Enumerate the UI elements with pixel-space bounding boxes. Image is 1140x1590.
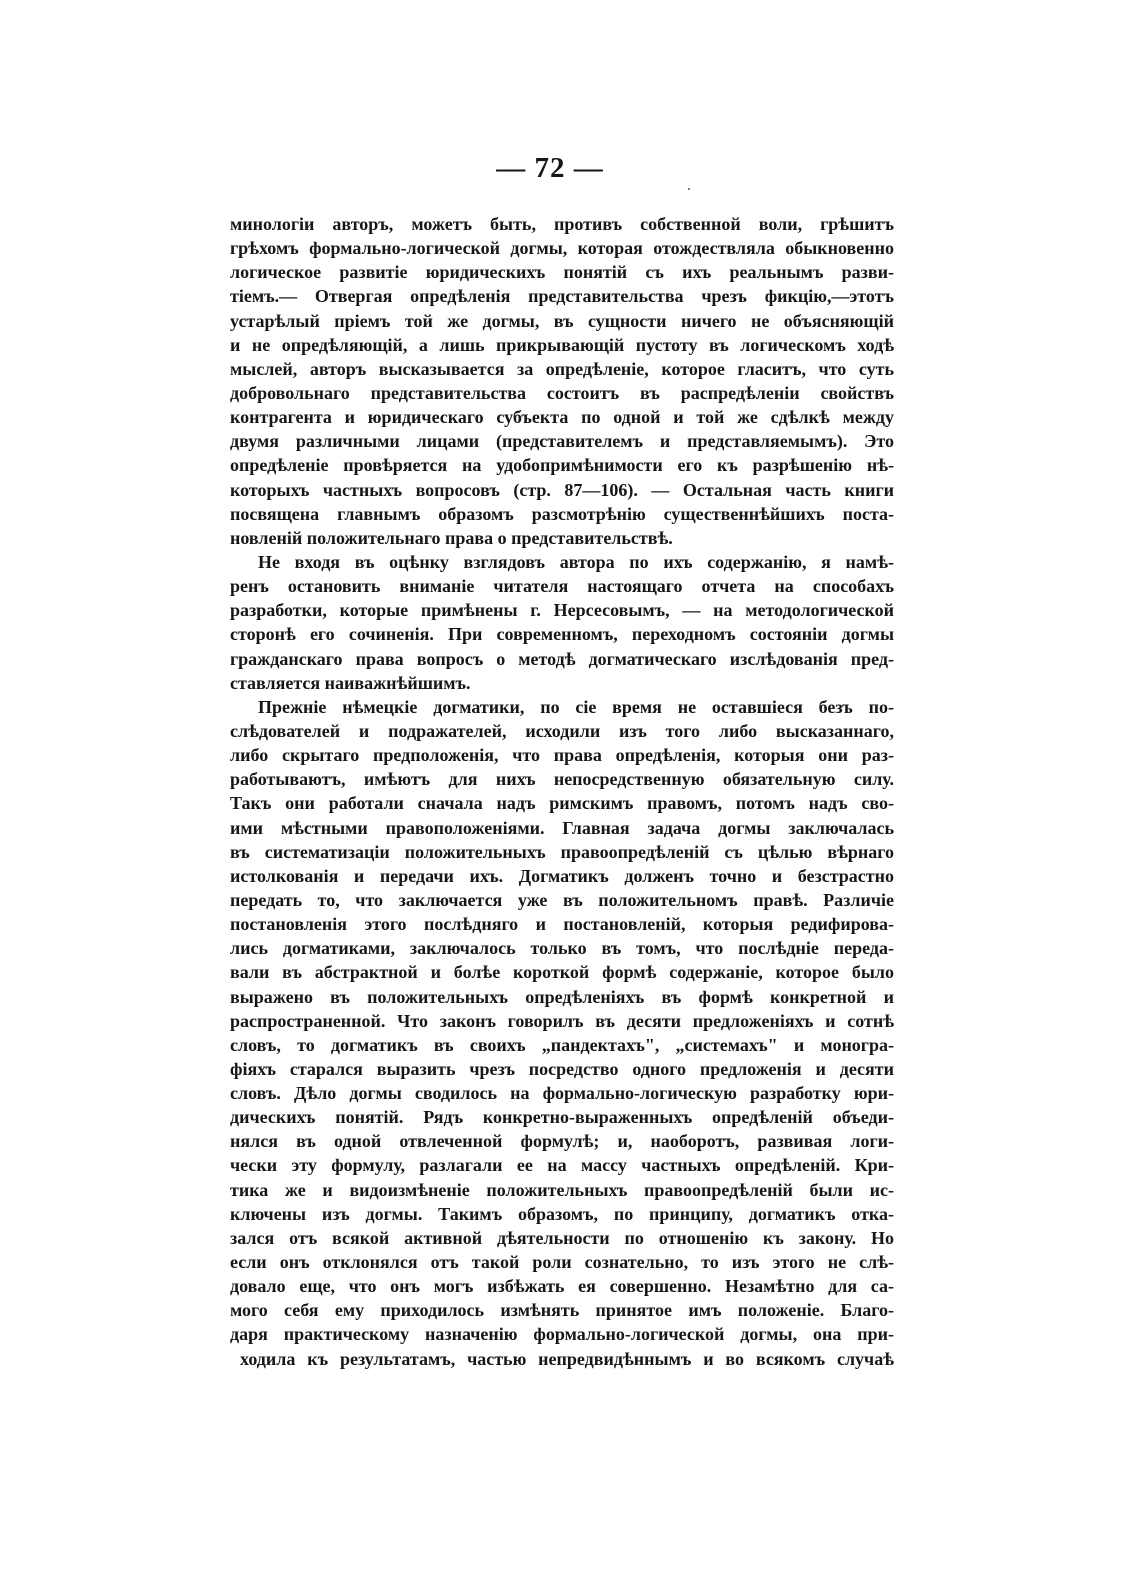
text-line: ренъ остановить вниманіе читателя настоящаго отчета на способахъ [230,576,894,597]
text-line: зался отъ всякой активной дѣятельности по отношенію къ закону. Но [230,1227,894,1248]
paragraph-3 [230,695,894,1371]
text-line: опредѣленіе провѣряется на удобопримѣнимости его къ разрѣшенію нѣ- [230,455,894,476]
text-line: новленій положительнаго права о представительствѣ. [230,527,673,548]
text-line: сторонѣ его сочиненія. При современномъ, переходномъ состояніи догмы [230,624,894,645]
text-line: посвящена главнымъ образомъ разсмотрѣнію существеннѣйшихъ поста- [230,503,894,524]
text-line: слѣдователей и подражателей, исходили изъ того либо высказаннаго, [230,720,894,741]
text-line: тика же и видоизмѣненіе положительныхъ правоопредѣленій были ис- [230,1179,894,1200]
text-line: работываютъ, имѣютъ для нихъ непосредственную обязательную силу. [230,769,894,790]
text-line: передать то, что заключается уже въ положительномъ правѣ. Различіе [230,889,894,910]
text-line: дическихъ понятій. Рядъ конкретно-выраженныхъ опредѣленій объеди- [230,1107,894,1128]
page-number: — 72 — [496,152,604,184]
text-line: логическое развитіе юридическихъ понятій съ ихъ реальнымъ разви- [230,262,894,283]
text-line: чески эту формулу, разлагали ее на массу частныхъ опредѣленій. Кри- [230,1155,894,1176]
text-line: мого себя ему приходилось измѣнять принятое имъ положеніе. Благо- [230,1300,894,1321]
text-line: Не входя въ оцѣнку взглядовъ автора по ихъ содержанію, я намѣ- [258,551,894,572]
text-line: грѣхомъ формально-логической догмы, которая отождествляла обыкновенно [230,238,894,259]
text-line: ходила къ результатамъ, частью непредвидѣннымъ и во всякомъ случаѣ [240,1348,894,1369]
text-line: устарѣлый пріемъ той же догмы, въ сущности ничего не объясняющій [230,310,894,331]
text-line: если онъ отклонялся отъ такой роли сознательно, то изъ этого не слѣ- [230,1252,894,1273]
text-line: истолкованія и передачи ихъ. Догматикъ долженъ точно и безстрастно [230,865,894,886]
body-text [230,212,894,1371]
text-line: ключены изъ догмы. Такимъ образомъ, по принципу, догматикъ отка- [230,1203,894,1224]
text-line: ставляется наиважнѣйшимъ. [230,672,471,693]
text-line: минологіи авторъ, можетъ быть, противъ собственной воли, грѣшитъ [230,214,894,234]
text-line: Такъ они работали сначала надъ римскимъ правомъ, потомъ надъ сво- [230,793,894,814]
text-line: постановленія этого послѣдняго и постановленій, которыя редифирова- [230,914,894,935]
paragraph-2 [230,550,894,695]
text-line: тіемъ.— Отвергая опредѣленія представительства чрезъ фикцію,—этотъ [230,286,894,307]
text-line: Прежніе нѣмецкіе догматики, по сіе время не оставшіеся безъ по- [258,696,894,717]
text-line: либо скрытаго предположенія, что права опредѣленія, которыя они раз- [230,745,894,766]
text-line: словъ. Дѣло догмы сводилось на формально-логическую разработку юри- [230,1083,894,1104]
text-line: гражданскаго права вопросъ о методѣ догматическаго изслѣдованія пред- [230,648,894,669]
text-line: словъ, то догматикъ въ своихъ „пандектахъ", „системахъ" и моногра- [230,1034,894,1055]
text-line: двумя различными лицами (представителемъ и представляемымъ). Это [230,431,894,452]
text-line: и не опредѣляющій, а лишь прикрывающій пустоту въ логическомъ ходѣ [230,334,894,355]
print-speck [688,188,690,190]
text-line: въ систематизаціи положительныхъ правоопредѣленій съ цѣлью вѣрнаго [230,841,894,862]
text-line: добровольнаго представительства состоитъ въ распредѣленіи свойствъ [230,382,894,403]
text-line: лись догматиками, заключалось только въ томъ, что послѣдніе переда- [230,938,894,959]
text-line: фіяхъ старался выразить чрезъ посредство одного предложенія и десяти [230,1058,894,1079]
text-line: довало еще, что онъ могъ избѣжать ея совершенно. Незамѣтно для са- [230,1276,894,1297]
text-line: разработки, которые примѣнены г. Нерсесовымъ, — на методологической [230,600,894,621]
text-line: выражено въ положительныхъ опредѣленіяхъ въ формѣ конкретной и [230,986,894,1007]
text-line: контрагента и юридическаго субъекта по одной и той же сдѣлкѣ между [230,407,894,428]
text-line: даря практическому назначенію формально-логической догмы, она при- [230,1324,894,1345]
text-line: ими мѣстными правоположеніями. Главная задача догмы заключалась [230,817,894,838]
text-line: которыхъ частныхъ вопросовъ (стр. 87—106). — Остальная часть книги [230,479,894,500]
paragraph-1 [230,212,894,550]
text-line: мыслей, авторъ высказывается за опредѣленіе, которое гласитъ, что суть [230,358,894,379]
text-line: вали въ абстрактной и болѣе короткой формѣ содержаніе, которое было [230,962,894,983]
text-line: распространенной. Что законъ говорилъ въ десяти предложеніяхъ и сотнѣ [230,1010,894,1031]
text-line: нялся въ одной отвлеченной формулѣ; и, наоборотъ, развивая логи- [230,1131,894,1152]
